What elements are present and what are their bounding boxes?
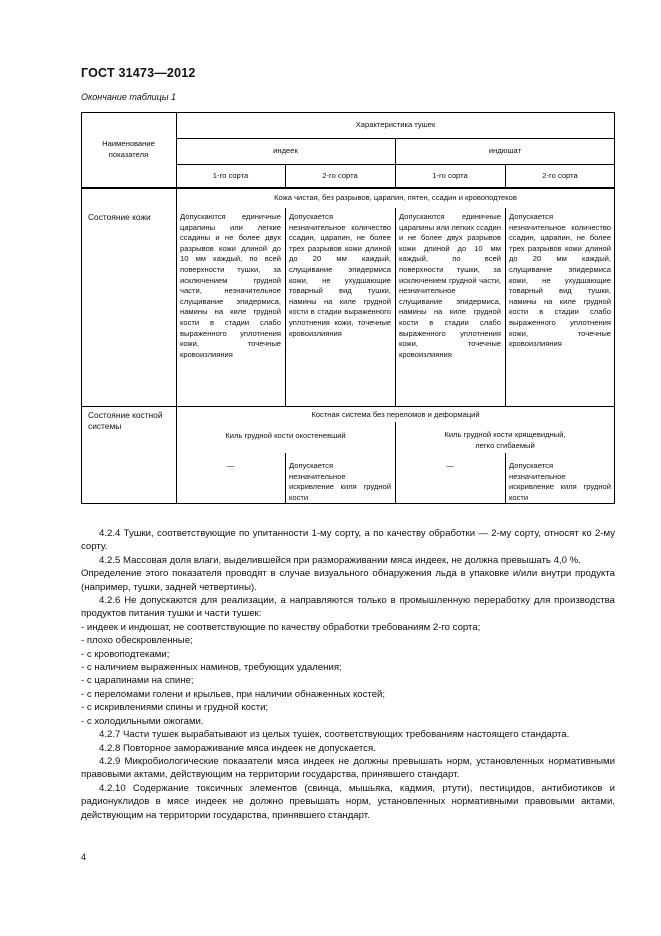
header-indicator: Наименование показателя	[102, 139, 155, 159]
table-rule	[285, 453, 286, 503]
paragraph-4-2-5-note: Определение этого показателя проводят в случае визуального обнаружения льда в упаковке и/или внутри продукта (например, тушки, задней четвертины).	[81, 568, 615, 593]
bone-turkey-grade1-dash: —	[226, 461, 235, 470]
header-grade-2: 2-го сорта	[542, 171, 578, 180]
list-item: - плохо обескровленные;	[81, 635, 193, 647]
bone-turkey-keel: Киль грудной кости окостеневший	[225, 431, 346, 440]
table-rule	[81, 406, 615, 407]
list-item: - с переломами голени и крыльев, при наличии обнаженных костей;	[81, 688, 386, 700]
table-rule	[81, 112, 82, 504]
skin-turkey-grade1: Допускаются единичные царапины или легкие ссадины и не более двух разрывов кожи длиной до 10 мм каждый, по всей поверхности тушки, за исключением грудной части, незначительное слущивание эпидермиса, намины на киле грудной кости в стадии слабо выраженного уплотнения кожи, точечные кровоизлияния	[180, 212, 281, 359]
list-item: - индеек и индюшат, не соответствующие по качеству обработки требованиям 2-го сорта;	[81, 621, 481, 633]
bone-poult-grade1-dash: —	[446, 461, 454, 470]
page-number: 4	[81, 852, 87, 862]
skin-turkey-grade2: Допускается незначительное количество ссадин, царапин, не более трех разрывов кожи длиной до 20 мм каждый, слущивание эпидермиса кожи, не ухудшающие товарный вид тушки, намины на киле грудной кости в стадии выраженного уплотнения кожи, точечные кровоизлияния	[289, 212, 391, 338]
table-rule	[505, 453, 506, 503]
list-item: - с кровоподтеками;	[81, 648, 170, 660]
paragraph-4-2-7: 4.2.7 Части тушек вырабатывают из целых тушек, соответствующих требованиям настоящего стандарта.	[99, 729, 570, 741]
table-caption: Окончание таблицы 1	[81, 92, 176, 102]
bone-common-text: Костная система без переломов и деформаций	[311, 410, 480, 419]
header-turkey: индеек	[273, 146, 298, 155]
header-characteristic: Характеристика тушек	[355, 120, 436, 129]
bone-poult-keel-line1: Киль грудной кости хрящевидный,	[444, 430, 566, 439]
skin-poult-grade2: Допускается незначительное количество ссадин, царапин, не более трех разрывов кожи длиной до 20 мм каждый, слущивание эпидермиса кожи, не ухудшающие товарный вид тушки, намины на киле грудной кости в стадии слабо выраженного уплотнения кожи, точечные кровоизлияния	[509, 212, 611, 349]
table-rule	[81, 112, 615, 113]
header-poult: индюшат	[488, 146, 522, 155]
header-grade-1: 1-го сорта	[212, 171, 249, 180]
bone-turkey-grade2: Допускается незначительное искривление киля грудной кости	[289, 461, 391, 502]
header-grade-2: 2-го сорта	[322, 171, 358, 180]
paragraph-4-2-8: 4.2.8 Повторное замораживание мяса индеек не допускается.	[99, 742, 376, 754]
paragraph-4-2-4: 4.2.4 Тушки, соответствующие по упитанности 1-му сорту, а по качеству обработки — 2-му сорту, относят ко 2-му сорту.	[81, 528, 615, 553]
bone-poult-keel-line2: легко сгибаемый	[475, 441, 535, 450]
body-text	[81, 527, 615, 822]
header-grade-1: 1-го сорта	[432, 171, 468, 180]
paragraph-4-2-6: 4.2.6 Не допускаются для реализации, а направляются только в промышленную переработку для производства продуктов питания тушки и части тушек:	[81, 595, 615, 620]
row-label-bone: Состояние костной системы	[88, 410, 163, 431]
list-item: - с искривлениями спины и грудной кости;	[81, 702, 269, 714]
table-rule	[285, 208, 286, 406]
list-item: - с наличием выраженных наминов, требующих удаления;	[81, 662, 342, 674]
paragraph-4-2-5: 4.2.5 Массовая доля влаги, выделившейся при размораживании мяса индеек, не должна превышать 4,0 %.	[99, 554, 581, 566]
skin-poult-grade1: Допускаются единичные царапины или легких ссадин и не более двух разрывов кожи длиной до 10 мм каждый, по всей поверхности тушки, за исключением грудной части, незначительное слущивание эпидермиса, намины на киле грудной кости в стадии слабо выраженного уплотнения кожи, точечные кровоизлияния	[399, 212, 501, 359]
paragraph-4-2-10: 4.2.10 Содержание токсичных элементов (свинца, мышьяка, кадмия, ртути), пестицидов, антибиотиков и радионуклидов в мясе индеек не должно превышать норм, установленных нормативными правовыми актами, действующим на территории государства, принявшего стандарт.	[81, 782, 615, 821]
row-label-skin: Состояние кожи	[88, 212, 151, 222]
table-rule	[395, 208, 396, 406]
quality-table	[81, 112, 615, 504]
list-item: - с холодильными ожогами.	[81, 715, 204, 727]
table-rule	[505, 208, 506, 406]
paragraph-4-2-9: 4.2.9 Микробиологические показатели мяса индеек не должны превышать норм, установленных нормативными правовыми актами, действующим на территории государства, принявшего стандарт.	[81, 755, 615, 781]
table-rule	[81, 187, 615, 189]
bone-poult-grade2: Допускается незначительное искривление киля грудной кости	[509, 461, 611, 502]
list-item: - с царапинами на спине;	[81, 675, 194, 687]
document-header: ГОСТ 31473—2012	[81, 66, 196, 80]
skin-common-text: Кожа чистая, без разрывов, царапин, пятен, ссадин и кровоподтеков	[274, 193, 517, 202]
